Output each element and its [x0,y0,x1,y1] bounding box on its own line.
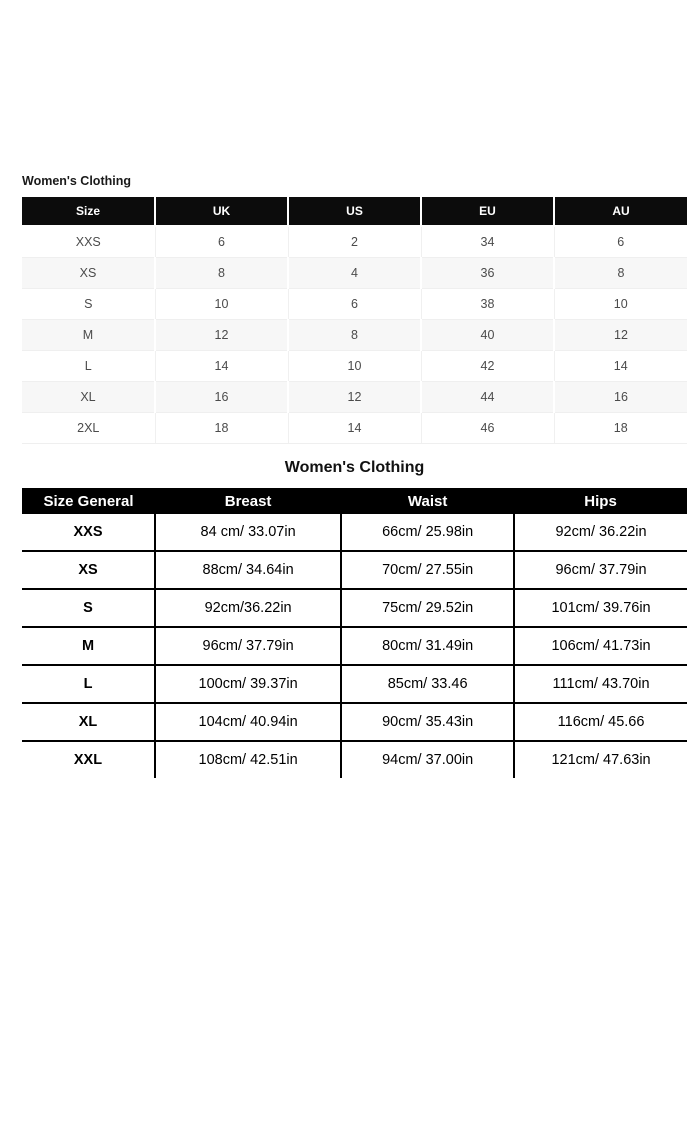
table-row [22,382,687,413]
table-cell: 12 [554,320,687,351]
table-cell: 101cm/ 39.76in [514,589,687,627]
table-row [22,589,687,627]
header-row [22,197,687,226]
column-header-breast: Breast [155,488,341,514]
table-cell: 104cm/ 40.94in [155,703,341,741]
table-cell: 6 [155,226,288,258]
table-cell: 84 cm/ 33.07in [155,514,341,551]
table-cell: 4 [288,258,421,289]
table-cell: 18 [155,413,288,444]
column-header-hips: Hips [514,488,687,514]
table-cell: 90cm/ 35.43in [341,703,514,741]
table-cell: 14 [155,351,288,382]
table-cell: 10 [155,289,288,320]
table-cell: 16 [155,382,288,413]
table-cell: XXS [22,514,155,551]
table-row [22,514,687,551]
table-cell: 16 [554,382,687,413]
table-cell: 96cm/ 37.79in [155,627,341,665]
table-cell: 12 [155,320,288,351]
table-cell: 2 [288,226,421,258]
table-cell: 34 [421,226,554,258]
conversion-table-label: Women's Clothing [22,174,131,188]
table-row [22,289,687,320]
table-cell: S [22,589,155,627]
column-header-au: AU [554,197,687,226]
column-header-size: Size [22,197,155,226]
table-cell: 44 [421,382,554,413]
table-cell: S [22,289,155,320]
table-cell: L [22,665,155,703]
table-row [22,627,687,665]
table-cell: 36 [421,258,554,289]
table-cell: 10 [554,289,687,320]
table-cell: 40 [421,320,554,351]
table-cell: 106cm/ 41.73in [514,627,687,665]
table-cell: 14 [288,413,421,444]
column-header-waist: Waist [341,488,514,514]
table-cell: 6 [288,289,421,320]
table-cell: XL [22,382,155,413]
table-row [22,551,687,589]
table-cell: 96cm/ 37.79in [514,551,687,589]
column-header-us: US [288,197,421,226]
table-cell: 8 [554,258,687,289]
table-cell: 116cm/ 45.66 [514,703,687,741]
measurements-table-title: Women's Clothing [284,459,425,476]
table-cell: 18 [554,413,687,444]
table-row [22,226,687,258]
table-cell: 6 [554,226,687,258]
table-cell: 80cm/ 31.49in [341,627,514,665]
table-cell: XS [22,258,155,289]
table-cell: XL [22,703,155,741]
table-cell: 111cm/ 43.70in [514,665,687,703]
table-cell: 12 [288,382,421,413]
table-row [22,351,687,382]
table-row [22,665,687,703]
table-cell: XS [22,551,155,589]
table-cell: XXL [22,741,155,778]
table-cell: L [22,351,155,382]
table-row [22,703,687,741]
table-cell: 70cm/ 27.55in [341,551,514,589]
table-cell: 94cm/ 37.00in [341,741,514,778]
table-cell: 92cm/ 36.22in [514,514,687,551]
table-cell: M [22,320,155,351]
column-header-eu: EU [421,197,554,226]
table-cell: 42 [421,351,554,382]
table-cell: 92cm/36.22in [155,589,341,627]
table-cell: M [22,627,155,665]
table-row [22,258,687,289]
table-cell: 66cm/ 25.98in [341,514,514,551]
measurements-table [22,488,687,778]
table-row [22,413,687,444]
column-header-uk: UK [155,197,288,226]
header-row [22,488,687,514]
table-cell: XXS [22,226,155,258]
table-cell: 88cm/ 34.64in [155,551,341,589]
table-cell: 2XL [22,413,155,444]
table-row [22,741,687,778]
table-cell: 10 [288,351,421,382]
size-chart-page [22,174,687,778]
size-conversion-table [22,197,687,444]
column-header-size-general: Size General [22,488,155,514]
table-cell: 121cm/ 47.63in [514,741,687,778]
table-cell: 108cm/ 42.51in [155,741,341,778]
table-cell: 14 [554,351,687,382]
table-cell: 38 [421,289,554,320]
table-cell: 75cm/ 29.52in [341,589,514,627]
table-cell: 46 [421,413,554,444]
table-cell: 8 [288,320,421,351]
table-cell: 85cm/ 33.46 [341,665,514,703]
table-row [22,320,687,351]
table-cell: 8 [155,258,288,289]
table-cell: 100cm/ 39.37in [155,665,341,703]
